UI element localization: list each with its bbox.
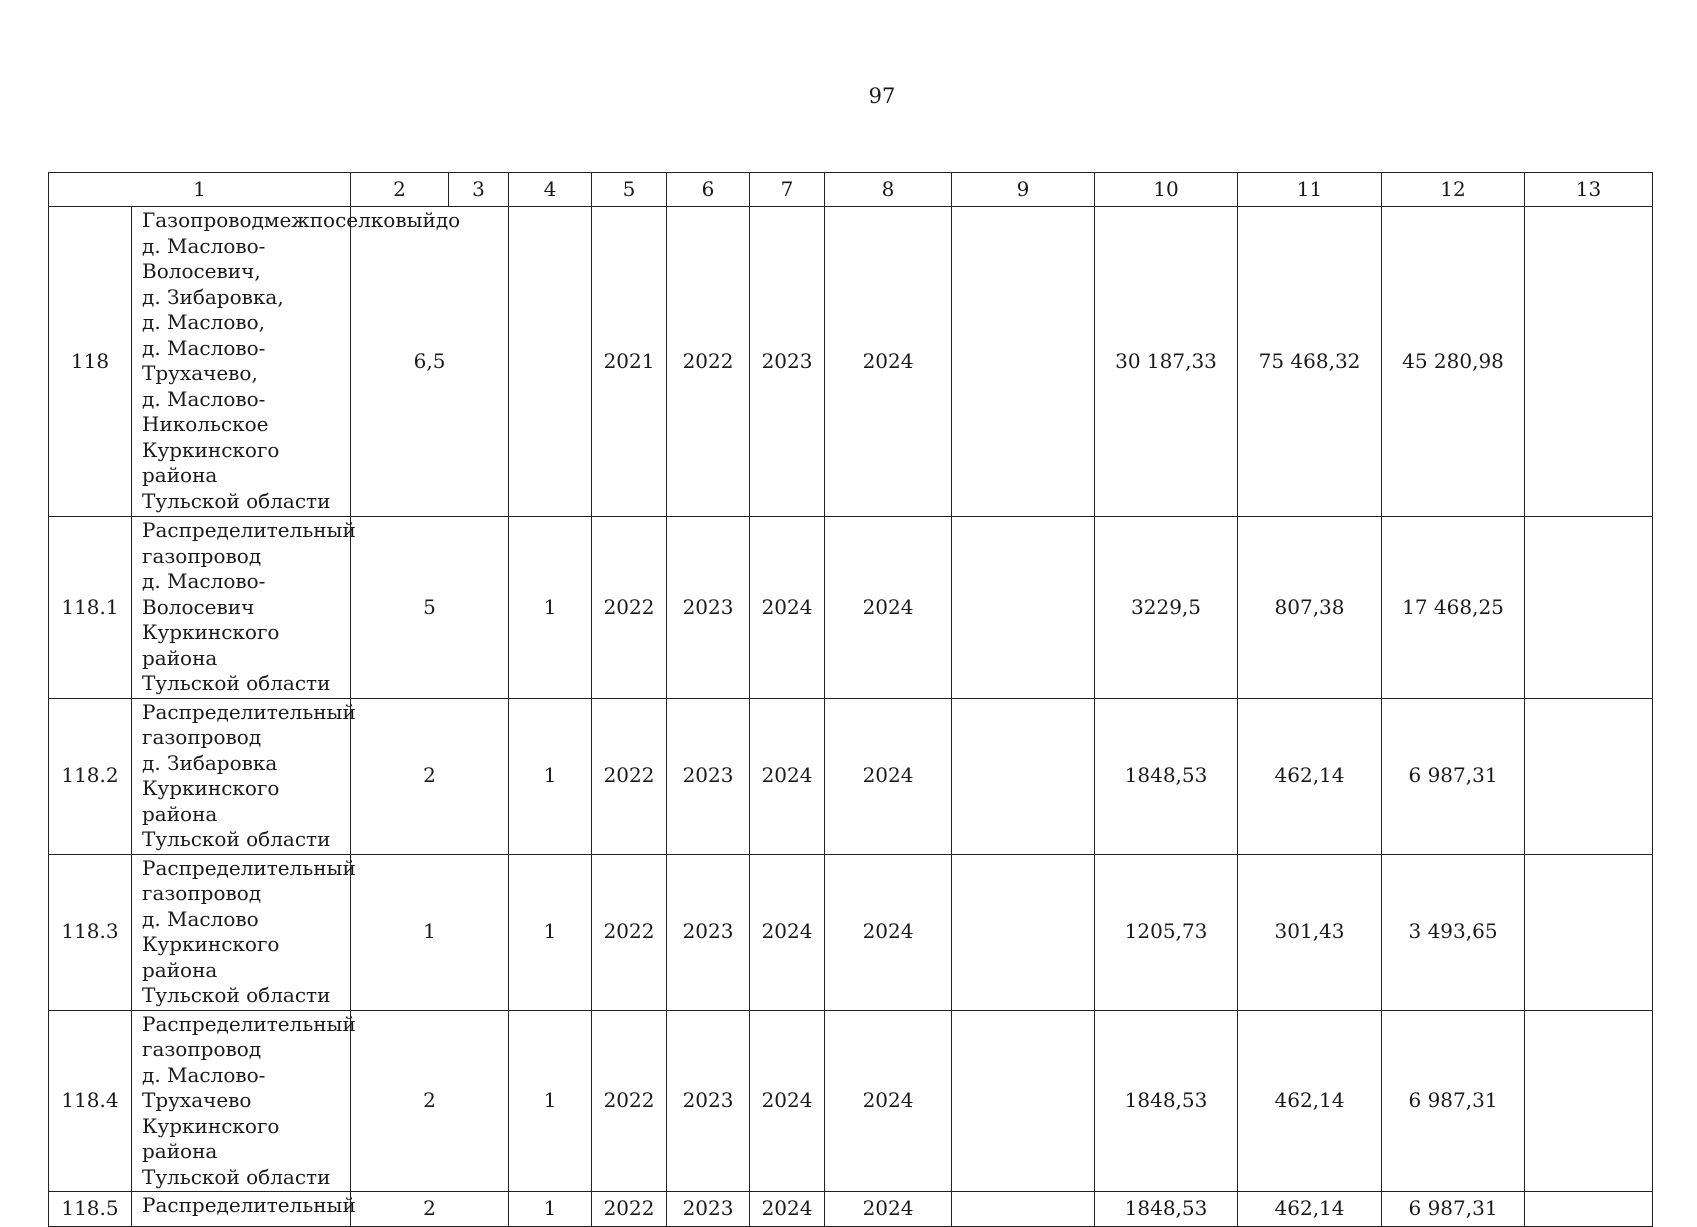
header-cell-6: 6 bbox=[667, 173, 750, 207]
cell-col-8 bbox=[952, 854, 1095, 1010]
cell-col-11: 3 493,65 bbox=[1382, 854, 1525, 1010]
header-cell-13: 13 bbox=[1525, 173, 1653, 207]
cell-col-5: 2023 bbox=[667, 1010, 750, 1192]
header-cell-8: 8 bbox=[825, 173, 952, 207]
cell-col-9: 1205,73 bbox=[1095, 854, 1238, 1010]
cell-col-7: 2024 bbox=[825, 1192, 952, 1227]
cell-col-3: 1 bbox=[509, 1192, 592, 1227]
table-row bbox=[49, 517, 1653, 699]
cell-col-4: 2022 bbox=[592, 517, 667, 699]
cell-col-4: 2022 bbox=[592, 1192, 667, 1227]
object-name: Распределительный газопровод д. Маслово- Трухачево Куркинского района Тульской области bbox=[132, 1010, 351, 1192]
cell-col-3 bbox=[509, 207, 592, 517]
cell-col-3: 1 bbox=[509, 854, 592, 1010]
header-cell-7: 7 bbox=[750, 173, 825, 207]
cell-col-4: 2022 bbox=[592, 698, 667, 854]
row-id: 118.4 bbox=[49, 1010, 132, 1192]
data-table bbox=[48, 172, 1653, 1227]
header-cell-10: 10 bbox=[1095, 173, 1238, 207]
table-row bbox=[49, 207, 1653, 517]
page-number: 97 bbox=[868, 84, 896, 108]
header-cell-5: 5 bbox=[592, 173, 667, 207]
cell-col-10: 75 468,32 bbox=[1238, 207, 1382, 517]
table-row bbox=[49, 698, 1653, 854]
table-row bbox=[49, 1192, 1653, 1227]
cell-col-2: 2 bbox=[351, 698, 509, 854]
cell-col-10: 807,38 bbox=[1238, 517, 1382, 699]
cell-col-10: 462,14 bbox=[1238, 1010, 1382, 1192]
cell-col-11: 17 468,25 bbox=[1382, 517, 1525, 699]
object-name: Распределительный газопровод д. Зибаровка Куркинского района Тульской области bbox=[132, 698, 351, 854]
cell-col-10: 301,43 bbox=[1238, 854, 1382, 1010]
cell-col-11: 6 987,31 bbox=[1382, 698, 1525, 854]
object-name: Распределительный газопровод д. Маслово Куркинского района Тульской области bbox=[132, 854, 351, 1010]
cell-col-7: 2024 bbox=[825, 1010, 952, 1192]
cell-col-5: 2022 bbox=[667, 207, 750, 517]
cell-col-10: 462,14 bbox=[1238, 698, 1382, 854]
cell-col-8 bbox=[952, 698, 1095, 854]
cell-col-3: 1 bbox=[509, 517, 592, 699]
cell-col-7: 2024 bbox=[825, 854, 952, 1010]
object-name: Распределительный bbox=[132, 1192, 351, 1227]
row-id: 118.5 bbox=[49, 1192, 132, 1227]
header-cell-3: 3 bbox=[449, 173, 509, 207]
row-id: 118.3 bbox=[49, 854, 132, 1010]
cell-col-6: 2024 bbox=[750, 517, 825, 699]
object-name: д. Маслово- Волосевич, д. Зибаровка, д. Маслово, д. Маслово- Трухачево, д. Маслово- Никольское Куркинского района Тульской области bbox=[142, 233, 331, 513]
cell-col-2: 2 bbox=[351, 1192, 509, 1227]
cell-col-9: 30 187,33 bbox=[1095, 207, 1238, 517]
cell-col-9: 1848,53 bbox=[1095, 1010, 1238, 1192]
cell-col-7: 2024 bbox=[825, 207, 952, 517]
header-cell-12: 12 bbox=[1382, 173, 1525, 207]
table-row bbox=[49, 1010, 1653, 1192]
cell-col-9: 1848,53 bbox=[1095, 1192, 1238, 1227]
cell-col-8 bbox=[952, 1010, 1095, 1192]
cell-col-6: 2023 bbox=[750, 207, 825, 517]
cell-col-5: 2023 bbox=[667, 517, 750, 699]
cell-col-6: 2024 bbox=[750, 698, 825, 854]
cell-col-12 bbox=[1525, 1010, 1653, 1192]
cell-col-6: 2024 bbox=[750, 1192, 825, 1227]
cell-col-6: 2024 bbox=[750, 1010, 825, 1192]
header-cell-11: 11 bbox=[1238, 173, 1382, 207]
cell-col-2: 1 bbox=[351, 854, 509, 1010]
object-name: Распределительный газопровод д. Маслово- Волосевич Куркинского района Тульской области bbox=[132, 517, 351, 699]
table-row bbox=[49, 854, 1653, 1010]
cell-col-11: 6 987,31 bbox=[1382, 1010, 1525, 1192]
cell-col-9: 1848,53 bbox=[1095, 698, 1238, 854]
row-id: 118 bbox=[49, 207, 132, 517]
cell-col-3: 1 bbox=[509, 1010, 592, 1192]
cell-col-2: 2 bbox=[351, 1010, 509, 1192]
cell-col-7: 2024 bbox=[825, 517, 952, 699]
cell-col-12 bbox=[1525, 517, 1653, 699]
cell-col-12 bbox=[1525, 207, 1653, 517]
header-row bbox=[49, 173, 1653, 207]
row-id: 118.2 bbox=[49, 698, 132, 854]
cell-col-2: 6,5 bbox=[351, 207, 509, 517]
cell-col-4: 2022 bbox=[592, 1010, 667, 1192]
cell-col-11: 6 987,31 bbox=[1382, 1192, 1525, 1227]
cell-col-4: 2021 bbox=[592, 207, 667, 517]
header-cell-4: 4 bbox=[509, 173, 592, 207]
cell-col-8 bbox=[952, 517, 1095, 699]
cell-col-5: 2023 bbox=[667, 1192, 750, 1227]
cell-col-8 bbox=[952, 1192, 1095, 1227]
cell-col-12 bbox=[1525, 698, 1653, 854]
object-name-first-line: Газопровод межпоселковый до bbox=[142, 208, 461, 232]
cell-col-5: 2023 bbox=[667, 698, 750, 854]
cell-col-3: 1 bbox=[509, 698, 592, 854]
header-cell-1: 1 bbox=[49, 173, 351, 207]
cell-col-8 bbox=[952, 207, 1095, 517]
cell-col-11: 45 280,98 bbox=[1382, 207, 1525, 517]
cell-col-4: 2022 bbox=[592, 854, 667, 1010]
cell-col-9: 3229,5 bbox=[1095, 517, 1238, 699]
cell-col-6: 2024 bbox=[750, 854, 825, 1010]
cell-col-12 bbox=[1525, 854, 1653, 1010]
cell-col-7: 2024 bbox=[825, 698, 952, 854]
row-id: 118.1 bbox=[49, 517, 132, 699]
cell-col-2: 5 bbox=[351, 517, 509, 699]
header-cell-9: 9 bbox=[952, 173, 1095, 207]
cell-col-12 bbox=[1525, 1192, 1653, 1227]
header-cell-2: 2 bbox=[351, 173, 449, 207]
cell-col-10: 462,14 bbox=[1238, 1192, 1382, 1227]
cell-col-5: 2023 bbox=[667, 854, 750, 1010]
